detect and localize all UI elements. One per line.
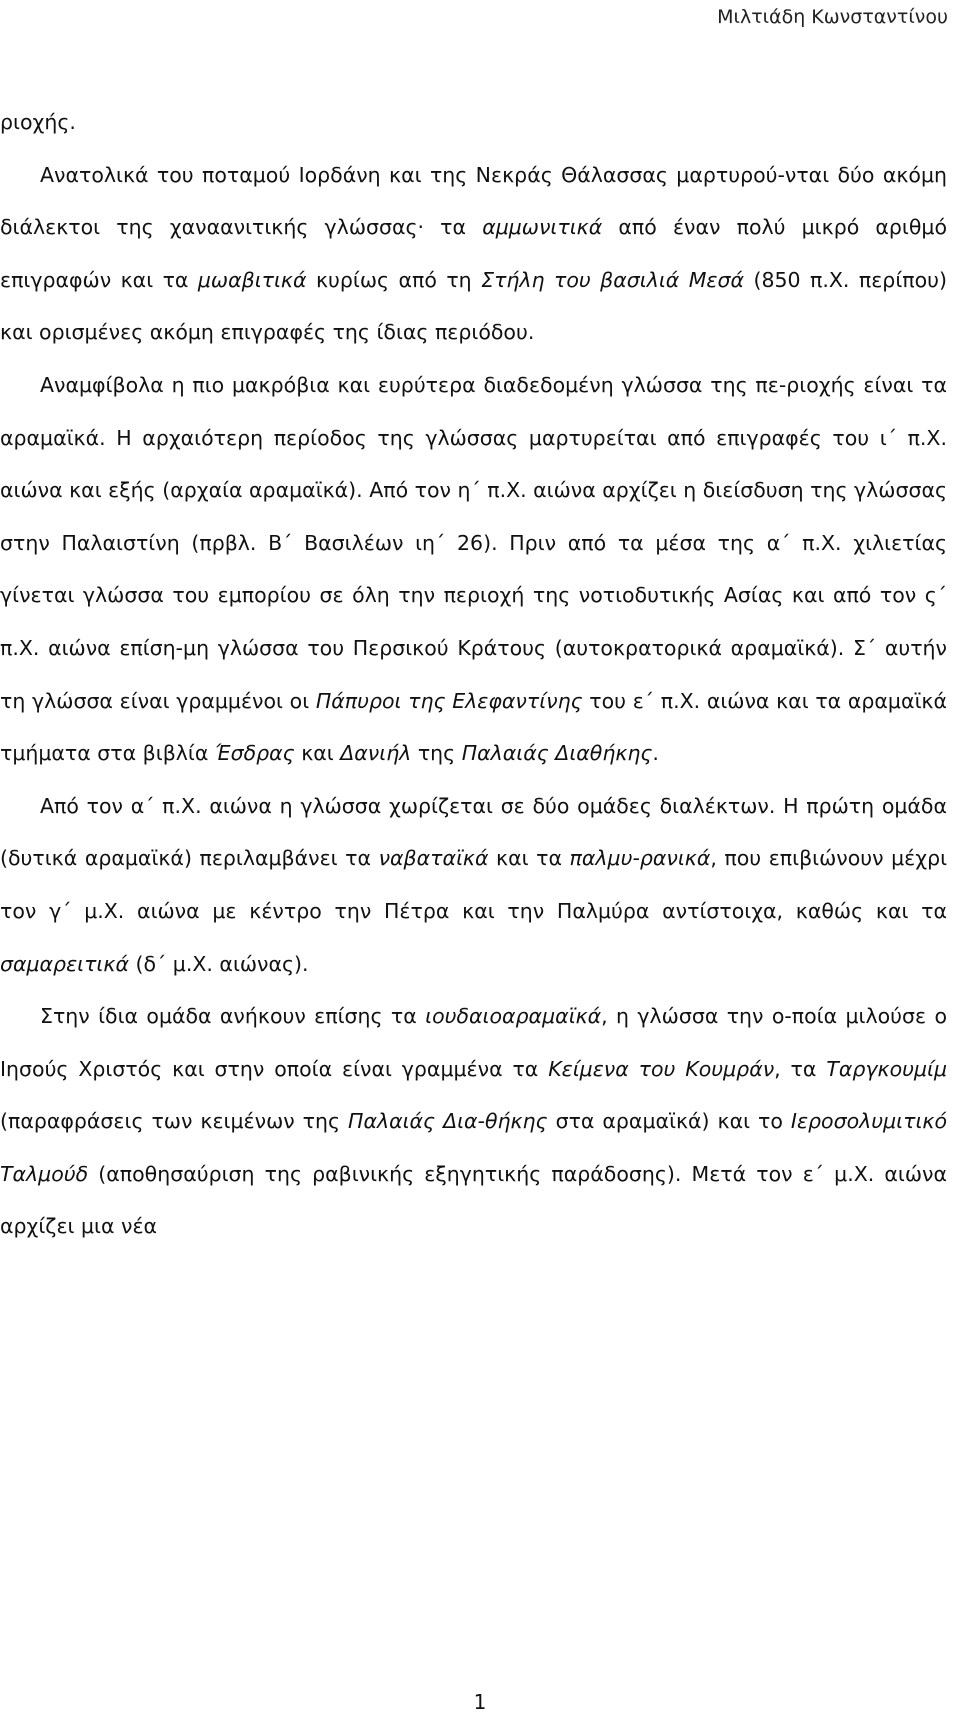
term-qumran-texts: Κείμενα του Κουμράν	[548, 1056, 775, 1081]
paragraph-jewish-aramaic: Στην ίδια ομάδα ανήκουν επίσης τα ιουδαιοαραμαϊκά, η γλώσσα την ο-ποία μιλούσε ο Ιησούς Χριστός και στην οποία είναι γραμμένα τα Κείμενα του Κουμράν, τα Ταργκουμίμ (παραφράσεις των κειμένων της Παλαιάς Δια-θήκης στα αραμαϊκά) και το Ιεροσολυμιτικό Ταλμούδ (αποθησαύριση της ραβινικής εξηγητικής παράδοσης). Μετά τον ε΄ μ.Χ. αιώνα αρχίζει μια νέα	[0, 1004, 948, 1239]
term-aramaic: αραμαϊκά	[0, 425, 100, 450]
term-samaritan: σαμαρειτικά	[0, 951, 129, 976]
term-mesha-stele: Στήλη του βασιλιά Μεσά	[481, 267, 744, 292]
term-moabite: μωαβιτικά	[197, 267, 307, 292]
paragraph-continuation: ριοχής.	[0, 110, 76, 134]
term-old-testament-2: Παλαιάς Δια-θήκης	[348, 1109, 548, 1134]
term-ezra: Έσδρας	[214, 741, 295, 766]
page-number: 1	[473, 1690, 487, 1714]
paragraph-ammonite-moabite: Ανατολικά του ποταμού Ιορδάνη και της Νεκράς Θάλασσας μαρτυρού-νται δύο ακόμη διάλεκτοι της χαναανιτικής γλώσσας· τα αμμωνιτικά από έναν πολύ μικρό αριθμό επιγραφών και τα μωαβιτικά κυρίως από τη Στήλη του βασιλιά Μεσά (850 π.Χ. περίπου) και ορισμένες ακόμη επιγραφές της ίδιας περιόδου.	[0, 162, 947, 345]
term-elephantine-papyri: Πάπυροι της Ελεφαντίνης	[315, 688, 583, 713]
term-ammonite: αμμωνιτικά	[482, 215, 603, 240]
term-jewish-aramaic: ιουδαιοαραμαϊκά	[425, 1004, 602, 1029]
document-body	[0, 96, 947, 1253]
term-palmyrene: παλμυ-ρανικά	[569, 846, 711, 871]
paragraph-aramaic: Αναμφίβολα η πιο μακρόβια και ευρύτερα διαδεδομένη γλώσσα της πε-ριοχής είναι τα αραμαϊκά. Η αρχαιότερη περίοδος της γλώσσας μαρτυρείται από επιγραφές του ι΄ π.Χ. αιώνα και εξής (αρχαία αραμαϊκά). Από τον η΄ π.Χ. αιώνα αρχίζει η διείσδυση της γλώσσας στην Παλαιστίνη (πρβλ. Β΄ Βασιλέων ιη΄ 26). Πριν από τα μέσα της α΄ π.Χ. χιλιετίας γίνεται γλώσσα του εμπορίου σε όλη την περιοχή της νοτιοδυτικής Ασίας και από τον ς΄ π.Χ. αιώνα επίση-μη γλώσσα του Περσικού Κράτους (αυτοκρατορικά αραμαϊκά). Σ΄ αυτήν τη γλώσσα είναι γραμμένοι οι Πάπυροι της Ελεφαντίνης του ε΄ π.Χ. αιώνα και τα αραμαϊκά τμήματα στα βιβλία Έσδρας και Δανιήλ της Παλαιάς Διαθήκης.	[0, 372, 948, 766]
term-jerusalem-talmud: Ιεροσολυμιτικό Ταλμούδ	[0, 1109, 947, 1186]
term-daniel: Δανιήλ	[340, 741, 412, 766]
term-nabataean: ναβαταϊκά	[378, 846, 489, 871]
running-header-author: Μιλτιάδη Κωνσταντίνου	[717, 6, 948, 28]
term-targumim: Ταργκουμίμ	[826, 1056, 948, 1081]
paragraph-dialect-groups: Από τον α΄ π.Χ. αιώνα η γλώσσα χωρίζεται σε δύο ομάδες διαλέκτων. Η πρώτη ομάδα (δυτικά αραμαϊκά) περιλαμβάνει τα ναβαταϊκά και τα παλμυ-ρανικά, που επιβιώνουν μέχρι τον γ΄ μ.Χ. αιώνα με κέντρο την Πέτρα και την Παλμύρα αντίστοιχα, καθώς και τα σαμαρειτικά (δ΄ μ.Χ. αιώνας).	[0, 793, 948, 976]
term-old-testament: Παλαιάς Διαθήκης	[461, 741, 653, 766]
